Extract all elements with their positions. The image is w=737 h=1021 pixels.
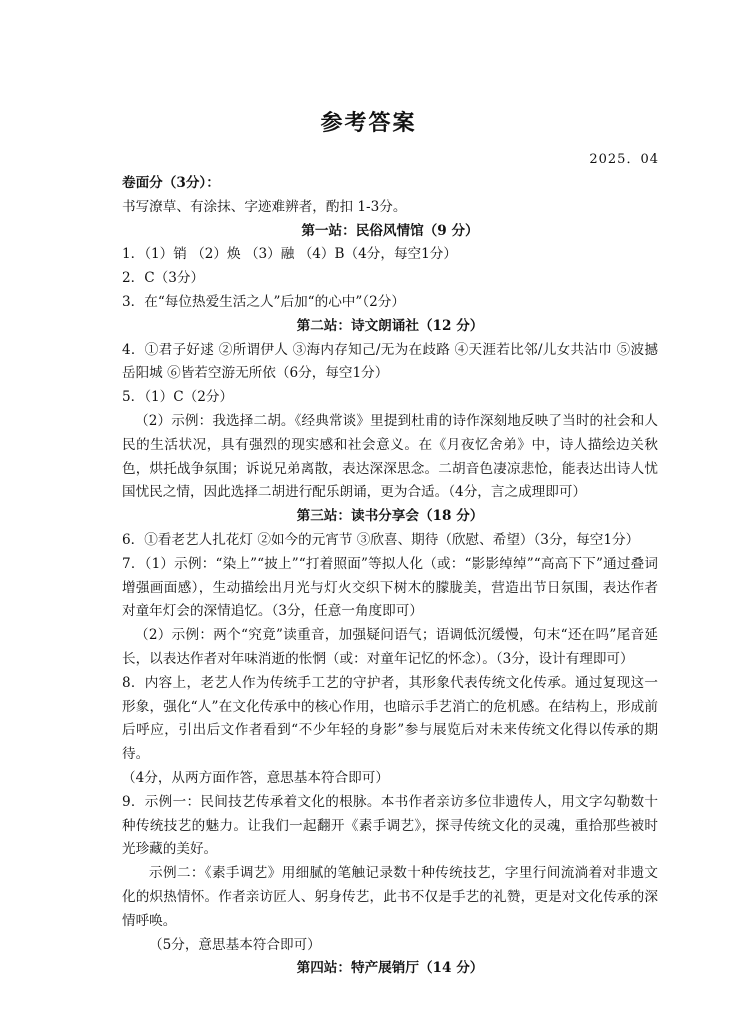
section-heading-4: 第四站：特产展销厅（14 分） bbox=[296, 960, 484, 977]
answer-line: 6．①看老艺人扎花灯 ②如今的元宵节 ③欣喜、期待（欣慰、希望）（3分，每空1分） bbox=[122, 531, 640, 548]
answer-line: 1．（1）销 （2）焕 （3）融 （4）B（4分，每空1分） bbox=[122, 246, 457, 263]
answer-line: （5分，意思基本符合即可） bbox=[149, 936, 321, 953]
answer-line: （2）示例：两个“究竟”读重音，加强疑问语气；语调低沉缓慢，句末“还在吗”尾音延长，以表达作者对年味消逝的怅惘（或：对童年记忆的怀念）。（3分，设计有理即可） bbox=[122, 627, 658, 667]
answer-line: 5．（1）C（2分） bbox=[122, 389, 234, 406]
answer-line: 8．内容上，老艺人作为传统手工艺的守护者，其形象代表传统文化传承。通过复现这一形象，强化“人”在文化传承中的核心作用，也暗示手艺消亡的危机感。在结构上，形成前后呼应，引出后文作者看到“不少年轻的身影”参与展览后对未来传统文化得以传承的期待。 bbox=[122, 674, 658, 763]
section-heading-1: 第一站：民俗风情馆（9 分） bbox=[301, 222, 479, 239]
answer-content bbox=[122, 172, 658, 981]
answer-line: 4．①君子好逑 ②所谓伊人 ③海内存知己/无为在歧路 ④天涯若比邻/儿女共沾巾 ⑤波撼岳阳城 ⑥皆若空游无所依（6分，每空1分） bbox=[122, 341, 658, 382]
score-heading: 卷面分（3分）： bbox=[122, 175, 220, 191]
answer-line: （4分，从两方面作答，意思基本符合即可） bbox=[122, 769, 389, 786]
answer-line: 3．在“每位热爱生活之人”后加“的心中”（2分） bbox=[122, 293, 405, 310]
answer-line: 2．C（3分） bbox=[122, 270, 205, 287]
answer-line: 9．示例一：民间技艺传承着文化的根脉。本书作者亲访多位非遗传人，用文字勾勒数十种传统技艺的魅力。让我们一起翻开《素手调艺》，探寻传统文化的灵魂，重拾那些被时光珍藏的美好。 bbox=[122, 793, 658, 858]
answer-line: 示例二：《素手调艺》用细腻的笔触记录数十种传统技艺，字里行间流淌着对非遗文化的炽热情怀。作者亲访匠人、躬身传艺，此书不仅是手艺的礼赞，更是对文化传承的深情呼唤。 bbox=[122, 865, 658, 929]
section-heading-3: 第三站：读书分享会（18 分） bbox=[296, 508, 484, 525]
section-heading-2: 第二站：诗文朗诵社（12 分） bbox=[296, 317, 484, 334]
page-title: 参考答案 bbox=[320, 110, 417, 136]
date-label: 2025．04 bbox=[589, 152, 659, 167]
answer-line: （2）示例：我选择二胡。《经典常谈》里提到杜甫的诗作深刻地反映了当时的社会和人民的生活状况，具有强烈的现实感和社会意义。在《月夜忆舍弟》中，诗人描绘边关秋色，烘托战争氛围；诉说兄弟离散，表达深深思念。二胡音色凄凉悲怆，能表达出诗人忧国忧民之情，因此选择二胡进行配乐朗诵，更为合适。（4分，言之成理即可） bbox=[122, 412, 658, 501]
answer-line: 7．（1）示例：“染上”“披上”“打着照面”等拟人化（或：“影影绰绰”“高高下下”通过叠词增强画面感），生动描绘出月光与灯火交织下树木的朦胧美，营造出节日氛围，表达作者对童年灯会的深情追忆。（3分，任意一角度即可） bbox=[122, 555, 658, 620]
score-rule: 书写潦草、有涂抹、字迹难辨者，酌扣 1-3分。 bbox=[122, 198, 407, 215]
